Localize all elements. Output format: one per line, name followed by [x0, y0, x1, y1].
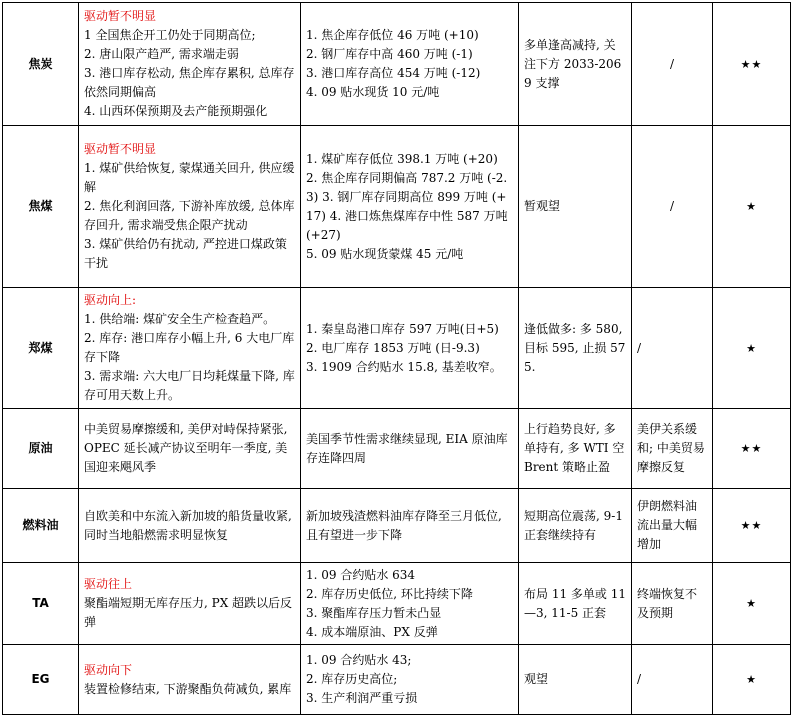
risk-cell: 美伊关系缓和; 中美贸易摩擦反复 — [632, 409, 713, 489]
logic-line: 4. 山西环保预期及去产能预期强化 — [84, 104, 268, 118]
logic-cell — [79, 563, 301, 645]
inventory-line: 4. 成本端原油、PX 反弹 — [306, 624, 438, 639]
strategy-cell: 短期高位震荡, 9-1 正套继续持有 — [519, 489, 632, 563]
inventory-cell — [301, 126, 519, 288]
table-row — [3, 645, 791, 715]
logic-cell — [79, 645, 301, 715]
table-row — [3, 3, 791, 126]
logic-line: 2. 唐山限产趋严, 需求端走弱 — [84, 47, 239, 61]
risk-cell: 伊朗燃料油流出量大幅增加 — [632, 489, 713, 563]
logic-line: 聚酯端短期无库存压力, PX 超跌以后反弹 — [84, 596, 293, 629]
table-row — [3, 489, 791, 563]
commodity-name: 郑煤 — [3, 288, 79, 409]
logic-line: 3. 煤矿供给仍有扰动, 严控进口煤政策干扰 — [84, 237, 287, 270]
commodity-name: 焦煤 — [3, 126, 79, 288]
inventory-line: 2. 钢厂库存中高 460 万吨 (-1) — [306, 47, 473, 61]
driver-label: 驱动往上 — [84, 577, 133, 591]
strategy-cell: 布局 11 多单或 11—3, 11-5 正套 — [519, 563, 632, 645]
inventory-line: 美国季节性需求继续显现, EIA 原油库存连降四周 — [306, 431, 508, 465]
strategy-cell: 暂观望 — [519, 126, 632, 288]
driver-label: 驱动向下 — [84, 662, 133, 677]
inventory-line: 3. 1909 合约贴水 15.8, 基差收窄。 — [306, 359, 502, 374]
inventory-line: 1. 焦企库存低位 46 万吨 (+10) — [306, 28, 479, 42]
strategy-cell: 观望 — [519, 645, 632, 715]
risk-cell: / — [632, 645, 713, 715]
commodity-name: 焦炭 — [3, 3, 79, 126]
rating-stars: ★ — [713, 126, 791, 288]
strategy-cell: 上行趋势良好, 多单持有, 多 WTI 空 Brent 策略止盈 — [519, 409, 632, 489]
logic-line: 中美贸易摩擦缓和, 美伊对峙保持紧张, OPEC 延长减产协议至明年一季度, 美国迎来飓风季 — [84, 422, 288, 474]
inventory-cell — [301, 3, 519, 126]
inventory-line: 3. 聚酯库存压力暂未凸显 — [306, 605, 442, 620]
inventory-line: 4. 09 贴水现货 10 元/吨 — [306, 85, 440, 99]
table-row — [3, 409, 791, 489]
inventory-cell — [301, 645, 519, 715]
commodity-strategy-table — [2, 2, 791, 715]
inventory-line: 1. 煤矿库存低位 398.1 万吨 (+20) — [306, 151, 498, 166]
logic-cell — [79, 3, 301, 126]
logic-cell — [79, 409, 301, 489]
logic-line: 1 全国焦企开工仍处于同期高位; — [84, 28, 256, 42]
logic-line: 3. 需求端: 六大电厂日均耗煤量下降, 库存可用天数上升。 — [84, 369, 295, 402]
logic-line: 2. 焦化利润回落, 下游补库放缓, 总体库存回升, 需求端受焦企限产扰动 — [84, 199, 295, 232]
inventory-line: 1. 秦皇岛港口库存 597 万吨(日+5) — [306, 321, 499, 336]
inventory-cell — [301, 489, 519, 563]
table-row — [3, 288, 791, 409]
inventory-line: 1. 09 合约贴水 634 — [306, 567, 416, 582]
commodity-name: 原油 — [3, 409, 79, 489]
inventory-line: 3. 生产利润严重亏损 — [306, 691, 418, 705]
inventory-line: 新加坡残渣燃料油库存降至三月低位, 且有望进一步下降 — [306, 508, 502, 542]
risk-cell: 终端恢复不及预期 — [632, 563, 713, 645]
inventory-line: 2. 焦企库存同期偏高 787.2 万吨 (-2.3) 3. 钢厂库存同期高位 899 万吨 (+17) 4. 港口炼焦煤库存中性 587 万吨 (+27) — [306, 170, 508, 242]
logic-cell — [79, 126, 301, 288]
rating-stars: ★ — [713, 563, 791, 645]
inventory-cell — [301, 409, 519, 489]
logic-line: 3. 港口库存松动, 焦企库存累积, 总库存依然同期偏高 — [84, 66, 295, 99]
strategy-cell: 多单逢高减持, 关注下方 2033-2069 支撑 — [519, 3, 632, 126]
table-row — [3, 563, 791, 645]
strategy-cell: 逢低做多: 多 580, 目标 595, 止损 575. — [519, 288, 632, 409]
commodity-name: TA — [3, 563, 79, 645]
logic-line: 自欧美和中东流入新加坡的船货量收紧, 同时当地船燃需求明显恢复 — [84, 508, 292, 542]
inventory-line: 2. 库存历史低位, 环比持续下降 — [306, 586, 473, 601]
logic-line: 2. 库存: 港口库存小幅上升, 6 大电厂库存下降 — [84, 331, 295, 364]
logic-line: 装置检修结束, 下游聚酯负荷减负, 累库 — [84, 681, 292, 696]
driver-label: 驱动暂不明显 — [84, 142, 157, 156]
commodity-name: 燃料油 — [3, 489, 79, 563]
risk-cell: / — [632, 288, 713, 409]
inventory-cell — [301, 563, 519, 645]
logic-line: 1. 供给端: 煤矿安全生产检查趋严。 — [84, 312, 276, 326]
inventory-line: 1. 09 合约贴水 43; — [306, 653, 412, 667]
inventory-line: 2. 库存历史高位; — [306, 672, 398, 686]
table-row — [3, 126, 791, 288]
inventory-cell — [301, 288, 519, 409]
rating-stars: ★★ — [713, 489, 791, 563]
rating-stars: ★★ — [713, 3, 791, 126]
risk-cell: / — [632, 3, 713, 126]
commodity-name: EG — [3, 645, 79, 715]
logic-cell — [79, 489, 301, 563]
logic-cell — [79, 288, 301, 409]
inventory-line: 5. 09 贴水现货蒙煤 45 元/吨 — [306, 246, 464, 261]
rating-stars: ★ — [713, 645, 791, 715]
inventory-line: 3. 港口库存高位 454 万吨 (-12) — [306, 66, 481, 80]
risk-cell: / — [632, 126, 713, 288]
driver-label: 驱动暂不明显 — [84, 9, 157, 23]
rating-stars: ★ — [713, 288, 791, 409]
inventory-line: 2. 电厂库存 1853 万吨 (日-9.3) — [306, 340, 480, 355]
rating-stars: ★★ — [713, 409, 791, 489]
logic-line: 1. 煤矿供给恢复, 蒙煤通关回升, 供应缓解 — [84, 161, 295, 194]
driver-label: 驱动向上: — [84, 293, 137, 307]
